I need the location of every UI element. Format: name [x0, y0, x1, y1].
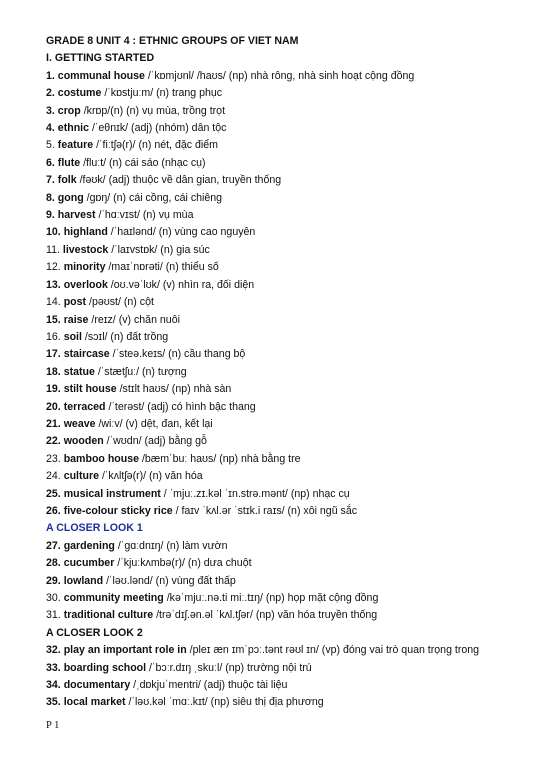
entry-word: weave	[63, 417, 96, 430]
entry-word: feature	[57, 139, 94, 152]
entry-word: traditional culture	[63, 609, 154, 622]
entry-definition: /krɒp/(n) (n) vụ mùa, trồng trọt	[80, 104, 226, 117]
entry-definition: /fluːt/ (n) cái sáo (nhạc cụ)	[80, 156, 206, 169]
vocab-entry	[46, 364, 538, 381]
entry-definition: /ˈfiːtʃə(r)/ (n) nét, đặc điểm	[93, 139, 218, 152]
vocab-entry	[46, 538, 538, 555]
entry-definition: /stɪlt haʊs/ (np) nhà sàn	[116, 383, 232, 396]
entry-definition: /ˈeθnɪk/ (adj) (nhóm) dân tộc	[89, 122, 227, 135]
entry-number: 18.	[46, 365, 61, 378]
entry-word: costume	[57, 87, 102, 100]
entry-number: 21.	[46, 417, 61, 430]
entry-definition: /kəˈmjuː.nə.ti miː.tɪŋ/ (np) họp mặt cộng đồng	[163, 592, 379, 604]
entry-definition: /oʊ.vəˈlʊk/ (v) nhìn ra, đối diện	[107, 278, 255, 291]
entry-definition: / faɪv ˈkʌl.ər ˈstɪk.i raɪs/ (n) xôi ngũ sắc	[172, 504, 358, 517]
vocab-entry	[46, 416, 538, 433]
entry-number: 20.	[46, 400, 61, 413]
entry-number: 8.	[46, 191, 55, 204]
vocab-entry	[46, 207, 538, 224]
vocab-entry	[46, 677, 538, 694]
entry-definition: /ˈləʊ.kəl ˈmɑː.kɪt/ (np) siêu thị địa phương	[125, 696, 324, 709]
entry-definition: /ˈbɔːr.dɪŋ ˌskuːl/ (np) trường nội trú	[146, 661, 312, 674]
entry-word: documentary	[63, 679, 131, 692]
entry-definition: /ˈsteə.keɪs/ (n) cầu thang bộ	[109, 348, 246, 361]
entry-word: flute	[57, 156, 81, 169]
entry-definition: /ˈterəst/ (adj) có hình bậc thang	[105, 400, 256, 413]
entry-word: soil	[63, 330, 82, 343]
entry-number: 6.	[46, 156, 55, 169]
vocab-entry	[46, 555, 538, 572]
vocab-entry	[46, 573, 538, 590]
entry-word: ethnic	[57, 122, 89, 135]
entry-number: 30.	[46, 592, 61, 604]
vocab-entry	[46, 85, 538, 102]
entry-number: 10.	[46, 226, 61, 239]
vocab-entry	[46, 381, 538, 398]
vocabulary-list	[46, 50, 538, 711]
entry-number: 9.	[46, 209, 55, 222]
entry-number: 2.	[46, 87, 55, 100]
entry-word: lowland	[63, 574, 104, 587]
entry-word: raise	[63, 313, 89, 326]
entry-word: harvest	[57, 209, 96, 222]
vocab-entry	[46, 259, 538, 276]
entry-word: gong	[57, 191, 84, 204]
entry-number: 28.	[46, 557, 61, 570]
entry-number: 5.	[46, 139, 55, 152]
entry-number: 22.	[46, 435, 61, 448]
vocab-entry	[46, 590, 538, 607]
entry-definition: /ˈkɒmjʊnl/ /haʊs/ (np) nhà rông, nhà sinh hoạt cộng đồng	[144, 69, 415, 82]
entry-number: 32.	[46, 644, 61, 657]
vocab-entry	[46, 451, 538, 468]
entry-word: boarding school	[63, 661, 147, 674]
entry-definition: /ˈkɒstjuːm/ (n) trang phục	[101, 87, 223, 100]
entry-number: 33.	[46, 661, 61, 674]
entry-definition: /reɪz/ (v) chăn nuôi	[88, 313, 180, 326]
entry-definition: /ˈstætʃuː/ (n) tượng	[94, 365, 187, 378]
entry-word: post	[63, 296, 87, 309]
entry-definition: /ˈləʊ.lənd/ (n) vùng đất thấp	[103, 574, 236, 587]
vocab-entry	[46, 68, 538, 85]
entry-number: 14.	[46, 296, 61, 309]
entry-number: 35.	[46, 696, 61, 709]
section-heading: I. GETTING STARTED	[46, 52, 155, 65]
entry-word: five-colour sticky rice	[63, 504, 173, 517]
vocab-entry	[46, 433, 538, 450]
entry-number: 4.	[46, 122, 55, 135]
entry-number: 29.	[46, 574, 61, 587]
entry-word: culture	[63, 470, 100, 483]
entry-definition: / ˈmjuː.zɪ.kəl ˈɪn.strə.mənt/ (np) nhạc cụ	[160, 487, 350, 500]
entry-number: 19.	[46, 383, 61, 396]
vocab-entry	[46, 172, 538, 189]
entry-definition: /pəʊst/ (n) cột	[86, 296, 154, 309]
vocab-entry	[46, 607, 538, 624]
vocab-entry	[46, 224, 538, 241]
entry-word: local market	[63, 696, 126, 709]
vocab-entry	[46, 503, 538, 520]
vocab-entry	[46, 155, 538, 172]
entry-definition: /gɒŋ/ (n) cái cồng, cái chiêng	[83, 191, 223, 204]
entry-definition: /ˈgɑːdnɪŋ/ (n) làm vườn	[114, 539, 228, 552]
vocab-entry	[46, 486, 538, 503]
vocab-entry	[46, 137, 538, 154]
section-heading: A CLOSER LOOK 2	[46, 626, 143, 639]
entry-word: highland	[63, 226, 108, 239]
entry-word: livestock	[62, 243, 109, 256]
entry-number: 17.	[46, 348, 61, 361]
entry-word: community meeting	[63, 592, 164, 604]
page-number: P 1	[46, 720, 60, 731]
entry-number: 34.	[46, 679, 61, 692]
entry-definition: /ˈkʌltʃə(r)/ (n) văn hóa	[99, 470, 203, 483]
document-title: GRADE 8 UNIT 4 : ETHNIC GROUPS OF VIET NAM	[46, 35, 299, 47]
entry-definition: /trəˈdɪʃ.ən.əl ˈkʌl.tʃər/ (np) văn hóa truyền thống	[153, 609, 378, 622]
entry-definition: /maɪˈnɒrəti/ (n) thiểu số	[105, 261, 219, 274]
entry-definition: /ˈhaɪlənd/ (n) vùng cao nguyên	[107, 226, 256, 239]
vocab-entry	[46, 277, 538, 294]
entry-word: overlook	[63, 278, 108, 291]
entry-number: 11.	[46, 243, 60, 256]
entry-number: 16.	[46, 330, 61, 343]
vocab-entry	[46, 660, 538, 677]
section-heading: A CLOSER LOOK 1	[46, 522, 143, 535]
entry-number: 31.	[46, 609, 61, 622]
entry-definition: /bæmˈbuː haʊs/ (np) nhà bằng tre	[139, 452, 301, 465]
entry-number: 24.	[46, 470, 61, 483]
vocab-entry	[46, 694, 538, 711]
entry-word: terraced	[63, 400, 106, 413]
entry-word: statue	[63, 365, 95, 378]
vocab-entry	[46, 312, 538, 329]
entry-definition: /sɔɪl/ (n) đất trồng	[81, 330, 169, 343]
entry-number: 7.	[46, 174, 55, 187]
entry-definition: /ˈhɑːvɪst/ (n) vụ mùa	[95, 209, 194, 222]
vocab-entry	[46, 103, 538, 120]
vocab-entry	[46, 294, 538, 311]
vocab-entry	[46, 190, 538, 207]
entry-definition: /fəʊk/ (adj) thuộc về dân gian, truyền thống	[76, 174, 282, 187]
entry-number: 3.	[46, 104, 55, 117]
entry-number: 27.	[46, 539, 61, 552]
entry-number: 13.	[46, 278, 61, 291]
entry-word: folk	[57, 174, 77, 187]
entry-word: cucumber	[63, 557, 115, 570]
entry-word: minority	[63, 261, 106, 274]
entry-definition: /ˌdɒkjuˈmentri/ (adj) thuộc tài liệu	[130, 679, 288, 692]
vocab-entry	[46, 329, 538, 346]
entry-number: 12.	[46, 261, 61, 274]
entry-definition: /wiːv/ (v) dệt, đan, kết lại	[95, 417, 213, 430]
entry-word: communal house	[57, 69, 145, 82]
entry-word: bamboo house	[63, 452, 140, 465]
entry-number: 26.	[46, 504, 61, 517]
entry-definition: /pleɪ æn ɪmˈpɔː.tənt rəʊl ɪn/ (vp) đóng vai trò quan trọng trong	[186, 644, 480, 657]
entry-definition: /ˈwʊdn/ (adj) bằng gỗ	[103, 435, 207, 448]
vocab-entry	[46, 468, 538, 485]
vocab-entry	[46, 399, 538, 416]
entry-number: 23.	[46, 452, 61, 465]
entry-word: play an important role in	[63, 644, 187, 657]
entry-word: wooden	[63, 435, 104, 448]
vocab-entry	[46, 346, 538, 363]
vocab-entry	[46, 242, 538, 259]
entry-number: 25.	[46, 487, 61, 500]
entry-word: musical instrument	[63, 487, 161, 500]
entry-word: gardening	[63, 539, 115, 552]
vocab-entry	[46, 642, 498, 659]
vocab-entry	[46, 120, 538, 137]
entry-word: stilt house	[63, 383, 117, 396]
entry-number: 1.	[46, 69, 55, 82]
entry-word: staircase	[63, 348, 110, 361]
entry-definition: /ˈlaɪvstɒk/ (n) gia súc	[108, 243, 210, 256]
entry-word: crop	[57, 104, 81, 117]
entry-number: 15.	[46, 313, 61, 326]
entry-definition: /ˈkjuːkʌmbə(r)/ (n) dưa chuột	[114, 557, 252, 570]
